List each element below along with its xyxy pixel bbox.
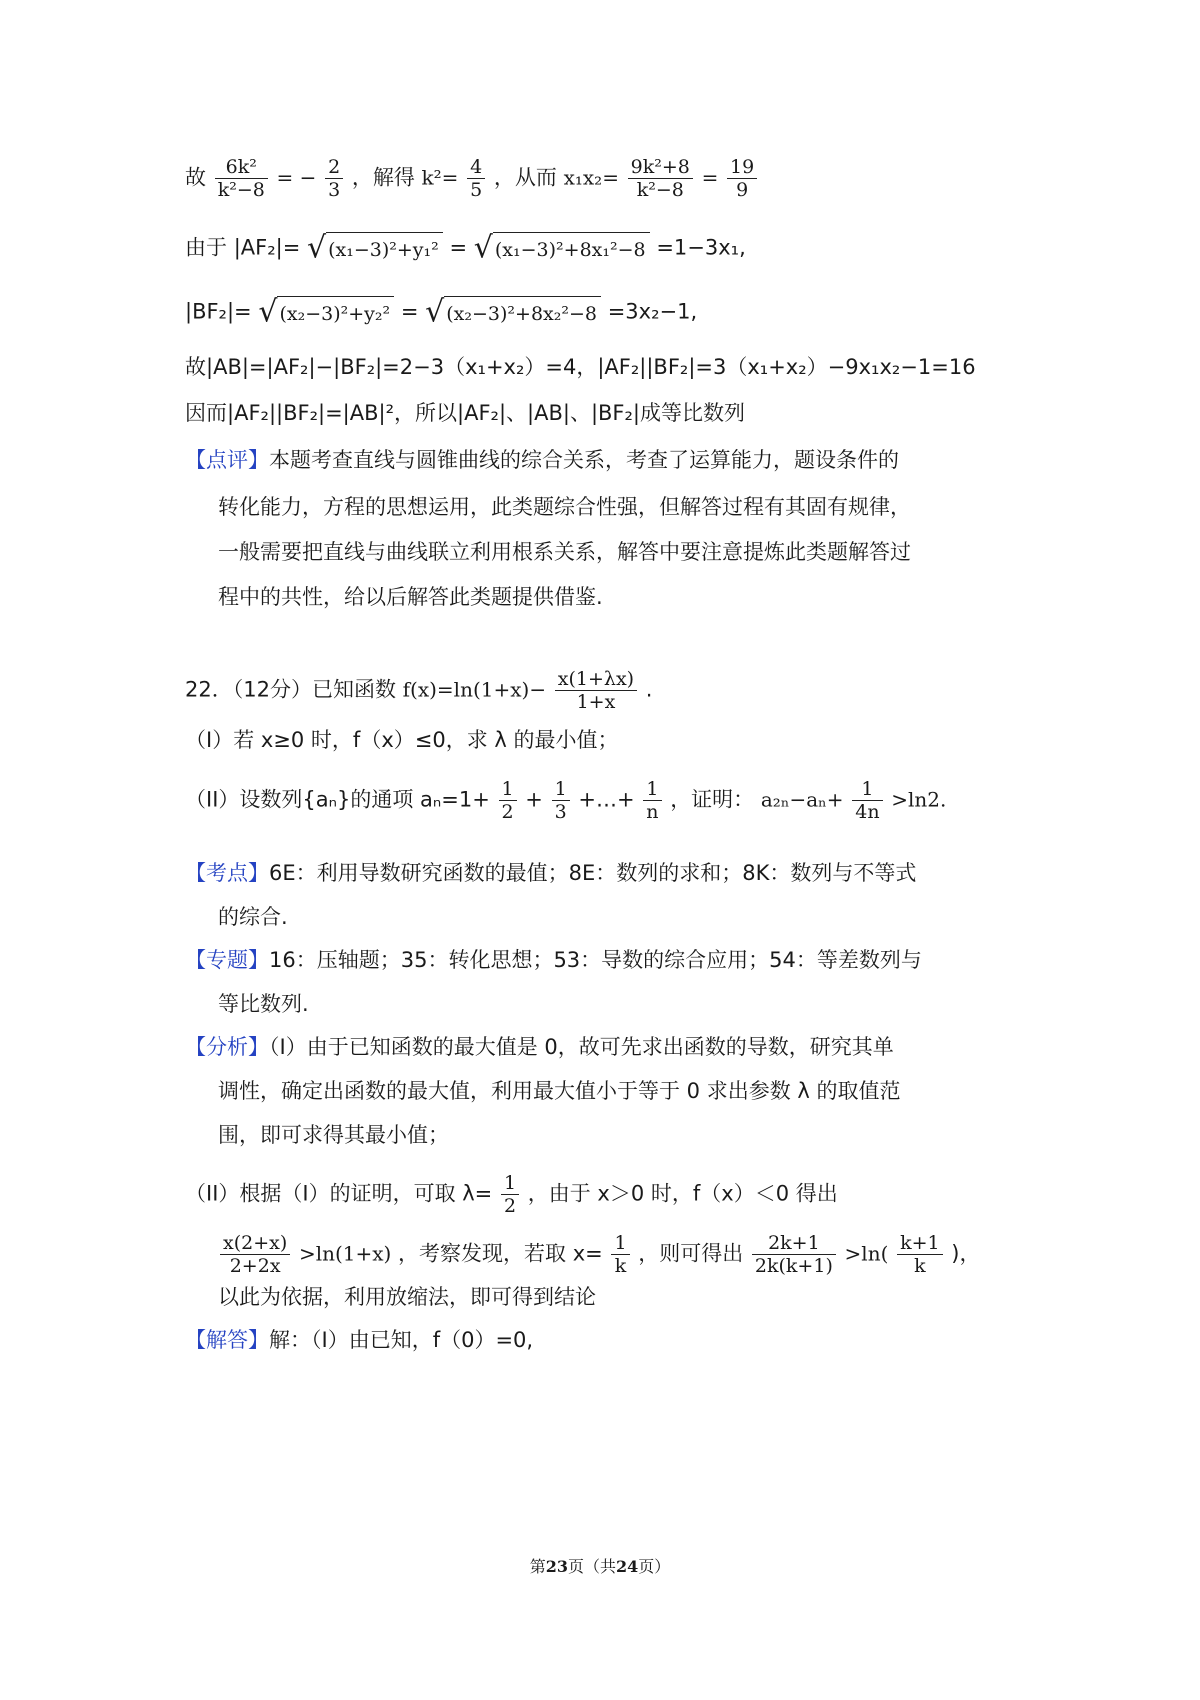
fraction: $\frac{4}{5}$: [467, 156, 485, 201]
fraction: $\frac{1}{2}$: [501, 1172, 519, 1217]
zhuanti-tag: 【专题】: [185, 948, 269, 972]
fenxi-line-1: 【分析】（I）由于已知函数的最大值是 0，故可先求出函数的导数，研究其单: [185, 1035, 894, 1059]
fenxi-line-3: 围，即可求得其最小值；: [218, 1123, 449, 1147]
page-footer: 第23页（共24页）: [529, 1557, 671, 1576]
square-root: √ (x₂−3)²+8x₂²−8: [425, 296, 601, 329]
fenxi-line-5: $\frac{x(2+x)}{2+2x}$ >ln(1+x) ，考察发现，若取 x= $\frac{1}{k}$ ，则可得出 $\frac{2k+1}{2k(k+1)}$ >ln( $\frac{k+1}{k}$ )，: [218, 1232, 981, 1277]
comment-line-2: 转化能力，方程的思想运用，此类题综合性强，但解答过程有其固有规律，: [218, 495, 911, 519]
kaodian-tag: 【考点】: [185, 861, 269, 885]
page-number: 23: [545, 1557, 568, 1576]
fraction: $\frac{x(2+x)}{2+2x}$: [220, 1232, 290, 1277]
square-root: √ (x₂−3)²+y₂²: [258, 296, 394, 329]
comment-line-3: 一般需要把直线与曲线联立利用根系关系，解答中要注意提炼此类题解答过: [218, 540, 911, 564]
fraction: $\frac{1}{n}$: [643, 778, 661, 823]
fraction: $\frac{1}{3}$: [552, 778, 570, 823]
square-root: √ (x₁−3)²+8x₁²−8: [474, 232, 650, 265]
fraction: $\frac{1}{4n}$: [852, 778, 882, 823]
square-root: √ (x₁−3)²+y₁²: [307, 232, 443, 265]
equation-line-bf2: |BF₂|= √ (x₂−3)²+y₂² = √ (x₂−3)²+8x₂²−8 =3x₂−1,: [185, 294, 698, 330]
equation-line-af2: 由于 |AF₂|= √ (x₁−3)²+y₁² = √ (x₁−3)²+8x₁²−8 =1−3x₁,: [185, 230, 746, 266]
zhuanti-line-1: 【专题】16：压轴题；35：转化思想；53：导数的综合应用；54：等差数列与: [185, 948, 922, 972]
conclusion-line: 因而|AF₂||BF₂|=|AB|²，所以|AF₂|、|AB|、|BF₂|成等比数列: [185, 401, 745, 425]
comment-line-1: 【点评】本题考查直线与圆锥曲线的综合关系，考查了运算能力，题设条件的: [185, 448, 899, 472]
zhuanti-line-2: 等比数列.: [218, 992, 309, 1016]
fraction: $\frac{1}{k}$: [611, 1232, 629, 1277]
question-22-part-1: （I）若 x≥0 时，f（x）≤0，求 λ 的最小值；: [185, 728, 619, 752]
page-total: 24: [616, 1557, 639, 1576]
kaodian-line-1: 【考点】6E：利用导数研究函数的最值；8E：数列的求和；8K：数列与不等式: [185, 861, 917, 885]
comment-tag: 【点评】: [185, 448, 269, 472]
fraction: $\frac{2}{3}$: [325, 156, 343, 201]
fraction: $\frac{1}{2}$: [499, 778, 517, 823]
fraction: $\frac{19}{9}$: [727, 156, 757, 201]
question-22-stem: 22．（12分）已知函数 f(x)=ln(1+x)− $\frac{x(1+\lambda x)}{1+x}$ .: [185, 668, 653, 713]
kaodian-line-2: 的综合.: [218, 905, 288, 929]
fenxi-tag: 【分析】: [185, 1035, 269, 1059]
fraction: $\frac{2k+1}{2k(k+1)}$: [752, 1232, 836, 1277]
question-22-part-2: （II）设数列{aₙ}的通项 aₙ=1+ $\frac{1}{2}$ + $\frac{1}{3}$ +…+ $\frac{1}{n}$ ，证明： a₂ₙ−aₙ+ $\frac{1}{4n}$ >ln2.: [185, 778, 947, 823]
equation-line-k: 故 $\frac{\text{6k²}}{\text{k²−8}}$ = − $\frac{2}{3}$ ，解得 k²= $\frac{4}{5}$ ，从而 x₁x₂= $\frac{\text{9k²+8}}{\text{k²−8}}$ = $\frac{19}{9}$: [185, 156, 759, 201]
text-gu: 故: [185, 165, 206, 190]
jieda-line-1: 【解答】解：（I）由已知，f（0）=0,: [185, 1328, 534, 1352]
fenxi-line-2: 调性，确定出函数的最大值，利用最大值小于等于 0 求出参数 λ 的取值范: [218, 1079, 901, 1103]
fraction: $\frac{\text{6k²}}{\text{k²−8}}$: [215, 156, 268, 201]
comment-line-4: 程中的共性，给以后解答此类题提供借鉴.: [218, 585, 603, 609]
fenxi-line-4: （II）根据（I）的证明，可取 λ= $\frac{1}{2}$ ，由于 x＞0 时，f（x）＜0 得出: [185, 1172, 838, 1217]
fenxi-line-6: 以此为依据，利用放缩法，即可得到结论: [218, 1285, 596, 1309]
jieda-tag: 【解答】: [185, 1328, 269, 1352]
fraction: $\frac{\text{9k²+8}}{\text{k²−8}}$: [628, 156, 693, 201]
fraction: $\frac{x(1+\lambda x)}{1+x}$: [555, 668, 637, 713]
equation-line-ab: 故|AB|=|AF₂|−|BF₂|=2−3（x₁+x₂）=4，|AF₂||BF₂|=3（x₁+x₂）−9x₁x₂−1=16: [185, 355, 976, 379]
fraction: $\frac{k+1}{k}$: [897, 1232, 943, 1277]
